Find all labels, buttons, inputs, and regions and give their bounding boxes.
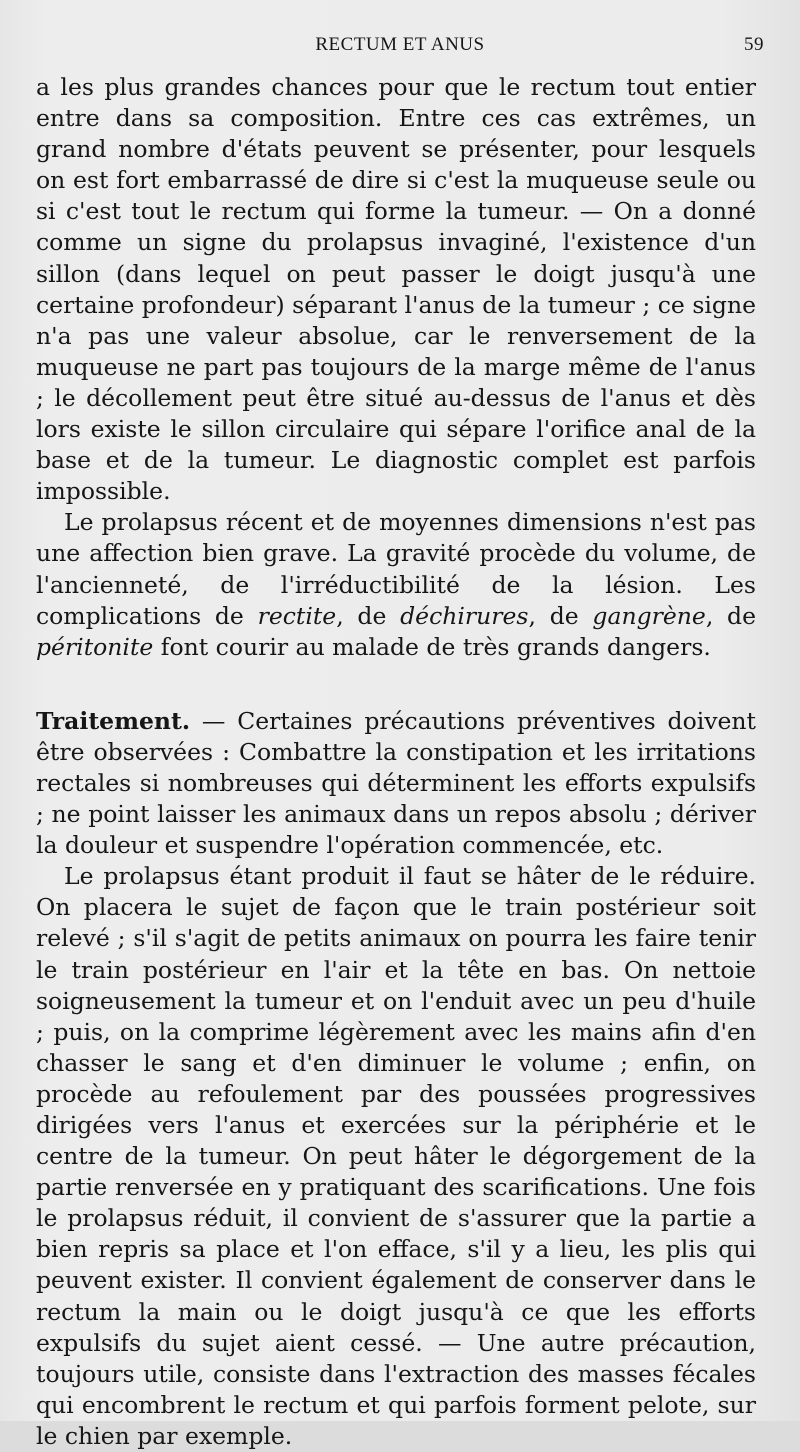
running-head [36, 34, 764, 58]
prognosis-text: font courir au malade de très grands dangers. [153, 632, 711, 661]
prognosis-text: , de [336, 601, 401, 630]
body-text [36, 72, 756, 1452]
paragraph-reduction: Le prolapsus étant produit il faut se hâter de le réduire. On placera le sujet de façon que le train postérieur soit relevé ; s'il s'agit de petits animaux on pourra les faire tenir le train postérieur en l'air et la tête en bas. On nettoie soigneusement la tumeur et on l'enduit avec un peu d'huile ; puis, on la comprime légèrement avec les mains afin d'en chasser le sang et d'en diminuer le volume ; enfin, on procède au refoulement par des poussées progressives dirigées vers l'anus et exercées sur la périphérie et le centre de la tumeur. On peut hâter le dégorgement de la partie renversée en y pratiquant des scarifications. Une fois le prolapsus réduit, il convient de s'assurer que la partie a bien repris sa place et l'on efface, s'il y a lieu, les plis qui peuvent exister. Il convient également de conserver dans le rectum la main ou le doigt jusqu'à ce que les efforts expulsifs du sujet aient cessé. — Une autre précaution, toujours utile, consiste dans l'extraction des masses fécales qui encombrent le rectum et qui parfois forment pelote, sur le chien par exemple. [36, 862, 756, 1450]
paragraph-prognosis [36, 507, 756, 662]
running-title: RECTUM ET ANUS [315, 34, 485, 55]
paragraph-diagnosis: a les plus grandes chances pour que le rectum tout entier entre dans sa composition. Entre ces cas extrêmes, un grand nombre d'états peuvent se présenter, pour lesquels on est fort embarrassé de dire si c'est la muqueuse seule ou si c'est tout le rectum qui forme la tumeur. — On a donné comme un signe du prolapsus invaginé, l'existence d'un sillon (dans lequel on peut passer le doigt jusqu'à une certaine profondeur) séparant l'anus de la tumeur ; ce signe n'a pas une valeur absolue, car le renversement de la muqueuse ne part pas toujours de la marge même de l'anus ; le décollement peut être situé au-dessus de l'anus et dès lors existe le sillon circulaire qui sépare l'orifice anal de la base et de la tumeur. Le diagnostic complet est parfois impossible. [36, 73, 756, 506]
term-dechirures: déchirures [400, 601, 529, 630]
prognosis-text: Le prolapsus récent et de moyennes dimensions n'est pas une affection bien grave. La gravité procède du volume, de l'ancienneté, de l'irréductibilité de la lésion. Les complications de [36, 508, 756, 630]
prognosis-text: , de [705, 601, 756, 630]
term-peritonite: péritonite [36, 632, 154, 661]
page-number: 59 [744, 34, 764, 55]
paragraph-treatment [36, 706, 756, 861]
prognosis-text: , de [528, 601, 593, 630]
term-rectite: rectite [257, 601, 337, 630]
treatment-text: — Certaines précautions préventives doivent être observées : Combattre la constipation et les irritations rectales si nombreuses qui déterminent les efforts expulsifs ; ne point laisser les animaux dans un repos absolu ; dériver la douleur et suspendre l'opération commencée, etc. [36, 706, 756, 860]
term-gangrene: gangrène [592, 601, 706, 630]
section-heading-traitement: Traitement. [36, 706, 191, 735]
